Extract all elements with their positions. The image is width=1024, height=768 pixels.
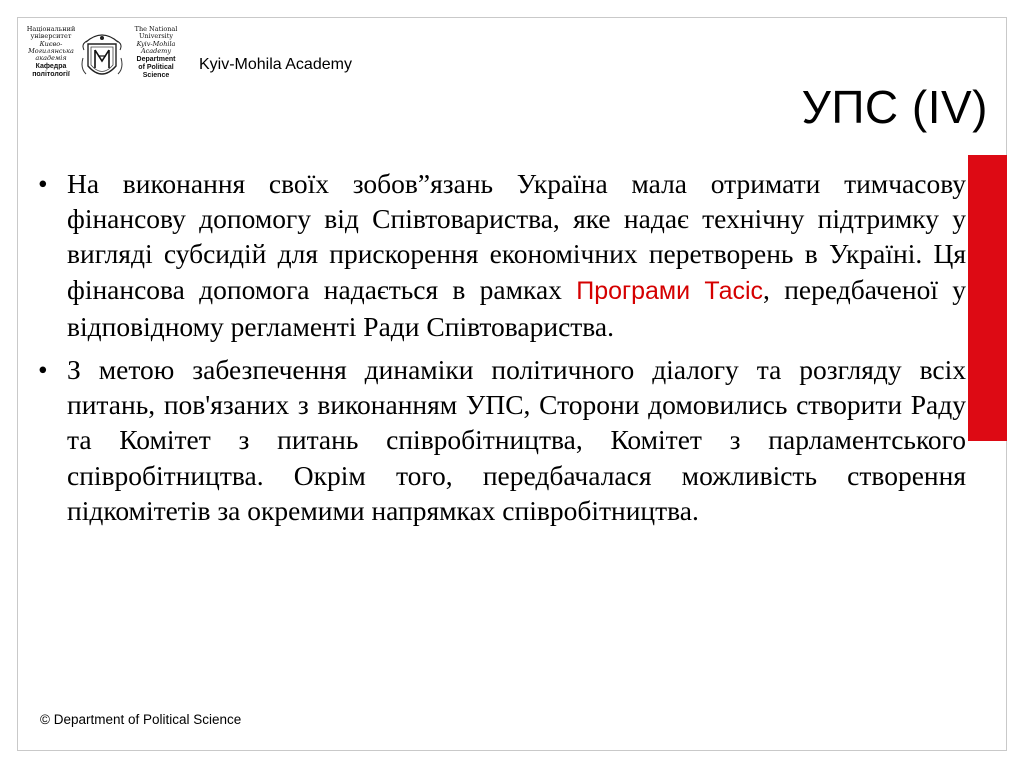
tacis-program-link[interactable]: Програми Тасіс — [576, 276, 764, 305]
frame-line-right-upper — [1006, 17, 1007, 157]
logo-left-line: Києво- — [39, 39, 63, 48]
logo-right-line: Kyiv-Mohila — [136, 39, 176, 48]
logo-right-dept: Science — [142, 71, 170, 79]
bullet-item — [36, 166, 966, 344]
logo-left-dept: Кафедра — [35, 63, 67, 71]
logo-right-line: University — [138, 32, 174, 41]
bullet-item — [36, 352, 966, 528]
frame-line-right-lower — [1006, 440, 1007, 750]
logo-left-line: університет — [30, 32, 72, 41]
frame-line-left — [17, 17, 18, 750]
crest-icon — [80, 28, 124, 84]
logo-right-line: The National — [134, 25, 178, 33]
logo-english-text — [127, 26, 185, 79]
university-logo — [25, 26, 185, 88]
accent-red-bar — [968, 155, 1007, 441]
slide-body — [36, 166, 966, 536]
bullet-text: На виконання своїх зобов”язань Україна мала отримати тимчасову фінансову допомогу від Співтовариства, яке надає технічну підтримку у вигляді субсидій для прискорення економічних перетворень в Україні. Ця фінансова допомога надається в рамках — [67, 168, 966, 305]
bullet-marker: • — [38, 354, 48, 386]
logo-right-dept: Department — [136, 56, 176, 64]
frame-line-top — [17, 17, 1007, 18]
bullet-text: , передбаченої у відповідному регламенті Ради Співтовариства. — [67, 273, 966, 342]
frame-line-bottom — [17, 750, 1007, 751]
logo-right-dept: of Political — [138, 63, 174, 71]
logo-ukrainian-text — [25, 26, 77, 79]
logo-left-line: Могилянська — [28, 46, 74, 55]
slide-title: УПС (IV) — [801, 81, 988, 133]
logo-right-line: Academy — [140, 46, 172, 55]
bullet-text: З метою забезпечення динаміки політичного діалогу та розгляду всіх питань, пов'язаних з виконанням УПС, Сторони домовились створити Раду та Комітет з питань співробітництва, Комітет з парламентського співробітництва. Окрім того, передбачалася можливість створення підкомітетів за окремими напрямках співробітництва. — [67, 354, 966, 526]
academy-name: Kyiv-Mohila Academy — [199, 56, 352, 73]
logo-left-line: академія — [35, 54, 67, 63]
logo-left-line: Національний — [26, 25, 76, 33]
footer-copyright: © Department of Political Science — [40, 712, 242, 727]
bullet-marker: • — [38, 168, 48, 199]
logo-left-dept: політології — [32, 71, 70, 79]
